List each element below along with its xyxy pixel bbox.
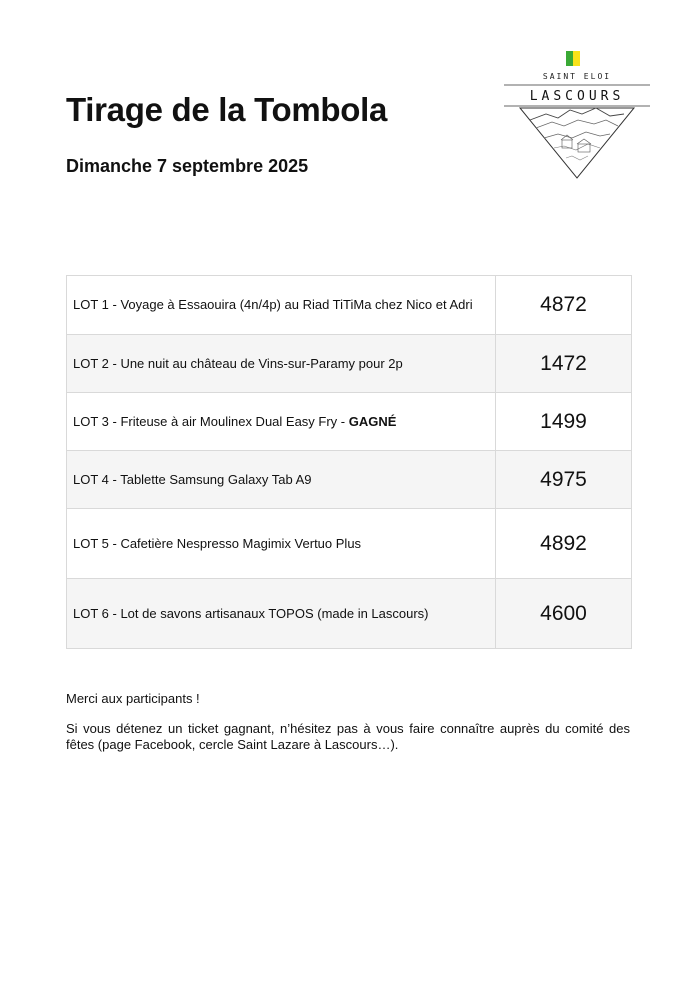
winning-number: 4975 [496, 451, 632, 509]
table-row [67, 276, 632, 335]
logo-mountain-sketch [530, 108, 624, 120]
logo-text-saint-eloi: SAINT ELOI [542, 72, 612, 81]
table-row [67, 579, 632, 649]
winning-number: 4872 [496, 276, 632, 335]
table-row [67, 335, 632, 393]
lot-description: LOT 6 - Lot de savons artisanaux TOPOS (made in Lascours) [67, 579, 496, 649]
logo-triangle [520, 108, 634, 178]
table-row [67, 393, 632, 451]
logo-flag-yellow [573, 51, 580, 66]
lot-description: LOT 5 - Cafetière Nespresso Magimix Vertuo Plus [67, 509, 496, 579]
lot-description: LOT 3 - Friteuse à air Moulinex Dual Easy Fry - GAGNÉ [67, 393, 496, 451]
lot-description: LOT 1 - Voyage à Essaouira (4n/4p) au Riad TiTiMa chez Nico et Adri [67, 276, 496, 335]
winning-number: 1472 [496, 335, 632, 393]
lots-table [66, 275, 632, 649]
lot-description: LOT 4 - Tablette Samsung Galaxy Tab A9 [67, 451, 496, 509]
winning-number: 4892 [496, 509, 632, 579]
page-title: Tirage de la Tombola [66, 91, 388, 128]
saint-eloi-lascours-logo [502, 48, 652, 182]
table-row [67, 451, 632, 509]
footer-notes [66, 691, 630, 753]
winning-number: 1499 [496, 393, 632, 451]
winning-number: 4600 [496, 579, 632, 649]
thanks-text: Merci aux participants ! [66, 691, 200, 706]
logo-flag-green [566, 51, 573, 66]
lot-status-badge: GAGNÉ [348, 413, 397, 429]
winner-instructions: Si vous détenez un ticket gagnant, n’hésitez pas à vous faire connaître auprès du comité des fêtes (page Facebook, cercle Saint Lazare à Lascours…). [66, 721, 630, 752]
lot-description: LOT 2 - Une nuit au château de Vins-sur-Paramy pour 2p [67, 335, 496, 393]
table-row [67, 509, 632, 579]
draw-date: Dimanche 7 septembre 2025 [66, 156, 309, 176]
logo-text-lascours: LASCOURS [529, 89, 625, 104]
